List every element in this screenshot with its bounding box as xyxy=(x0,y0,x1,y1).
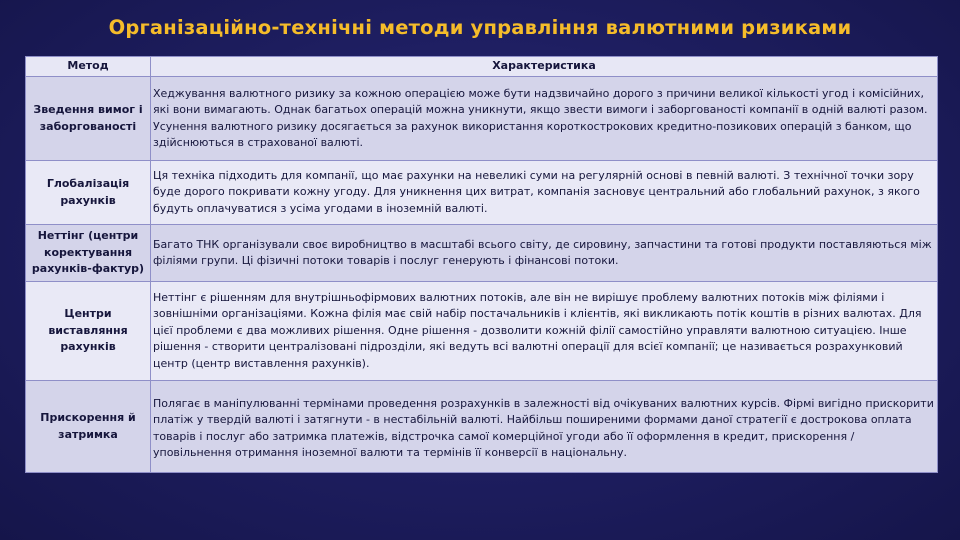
table-row xyxy=(26,161,938,225)
description-cell: Полягає в маніпулюванні термінами проведення розрахунків в залежності від очікуваних валютних курсів. Фірмі вигідно прискорити платіж у твердій валюті і затягнути - в нестабільній валюті. Найбільш поширеними формами даної стратегії є дострокова оплата товарів і послуг або затримка платежів, відстрочка самої комерційної угоди або її оформлення в кредит, прискорення / уповільнення отримання іноземної валюти та термінів її конверсії в національну. xyxy=(151,381,938,473)
table-header-row xyxy=(26,57,938,77)
method-cell: Неттінг (центри коректування рахунків-фактур) xyxy=(26,225,151,282)
method-cell: Глобалізація рахунків xyxy=(26,161,151,225)
table-row xyxy=(26,381,938,473)
column-header-method: Метод xyxy=(26,57,151,77)
method-cell: Прискорення й затримка xyxy=(26,381,151,473)
column-header-characteristic: Характеристика xyxy=(151,57,938,77)
table-row xyxy=(26,282,938,381)
methods-table xyxy=(25,56,938,473)
slide-title: Організаційно-технічні методи управління валютними ризиками xyxy=(108,16,852,39)
description-cell: Багато ТНК організували своє виробництво в масштабі всього світу, де сировину, запчастини та готові продукти поставляються між філіями групи. Ці фізичні потоки товарів і послуг генерують і фінансові потоки. xyxy=(151,225,938,282)
method-cell: Центри виставляння рахунків xyxy=(26,282,151,381)
description-cell: Ця техніка підходить для компанії, що має рахунки на невеликі суми на регулярній основі в певній валюті. З технічної точки зору буде дорого покривати кожну угоду. Для уникнення цих витрат, компанія засновує центральний або глобальний рахунок, з якого будуть оплачуватися з усіма угодами в іноземній валюті. xyxy=(151,161,938,225)
description-cell: Хеджування валютного ризику за кожною операцією може бути надзвичайно дорого з причини великої кількості угод і комісійних, які вони вимагають. Однак багатьох операцій можна уникнути, якщо звести вимоги і заборгованості компанії в одній валюті разом. Усунення валютного ризику досягається за рахунок використання короткострокових кредитно-позикових операцій з банком, що здійснюються в страхованої валюті. xyxy=(151,77,938,161)
table-row xyxy=(26,77,938,161)
table-row xyxy=(26,225,938,282)
method-cell: Зведення вимог і заборгованості xyxy=(26,77,151,161)
description-cell: Неттінг є рішенням для внутрішньофірмових валютних потоків, але він не вирішує проблему валютних потоків між філіями і зовнішніми організаціями. Кожна філія має свій набір постачальників і клієнтів, які викликають потік коштів в різних валютах. Для цієї проблеми є два можливих рішення. Одне рішення - дозволити кожній філії самостійно управляти валютною ситуацією. Інше рішення - створити централізовані підрозділи, які ведуть всі валютні операції для всієї компанії; це називається розрахунковий центр (центр виставлення рахунків). xyxy=(151,282,938,381)
